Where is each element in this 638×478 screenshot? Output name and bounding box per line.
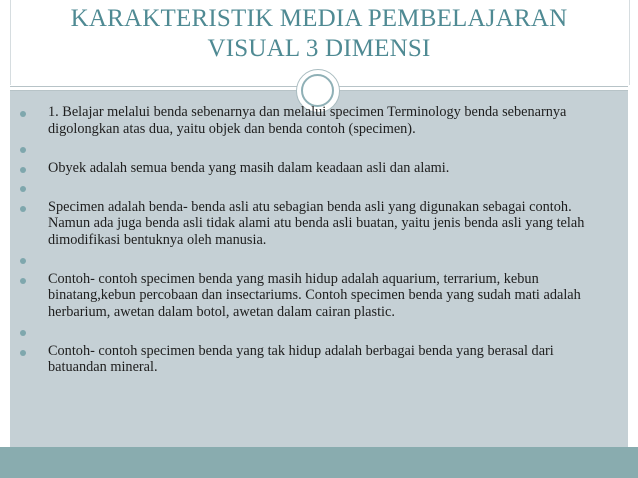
bullet-icon — [20, 167, 26, 173]
title-line-1: KARAKTERISTIK MEDIA PEMBELAJARAN — [70, 5, 568, 32]
bullet-item — [20, 199, 616, 249]
bullet-item — [20, 271, 616, 321]
bullet-text: Contoh- contoh specimen benda yang tak hidup adalah berbagai benda yang berasal dari batuandan mineral. — [48, 342, 554, 375]
bullet-icon — [20, 186, 26, 192]
title-line-2: VISUAL 3 DIMENSI — [207, 35, 431, 62]
bullet-item-empty — [20, 323, 616, 340]
bullet-text: 1. Belajar melalui benda sebenarnya dan melalui specimen Terminology benda sebenarnya digolongkan atas dua, yaitu objek dan benda contoh (specimen). — [48, 104, 567, 137]
bullet-icon — [20, 111, 26, 117]
bullet-item-empty — [20, 179, 616, 196]
bullet-item — [20, 343, 616, 376]
bullet-icon — [20, 206, 26, 212]
bullet-item — [20, 160, 616, 177]
footer-band — [0, 447, 638, 478]
bullet-icon — [20, 278, 26, 284]
bullet-text: Specimen adalah benda- benda asli atu sebagian benda asli yang digunakan sebagai contoh. Namun ada juga benda asli tidak alami atu benda asli buatan, yaitu jenis benda asli yang telah dimodifikasi bentuknya oleh manusia. — [48, 198, 585, 248]
bullet-item-empty — [20, 140, 616, 157]
slide-title — [0, 4, 638, 64]
bullet-icon — [20, 258, 26, 264]
bullet-icon — [20, 330, 26, 336]
bullet-item — [20, 104, 616, 137]
bullet-text: Contoh- contoh specimen benda yang masih hidup adalah aquarium, terrarium, kebun binatang,kebun percobaan dan insectariums. Contoh specimen benda yang sudah mati adalah herbarium, awetan dalam botol, awetan dalam cairan plastic. — [48, 270, 581, 320]
bullet-icon — [20, 147, 26, 153]
bullet-text: Obyek adalah semua benda yang masih dalam keadaan asli dan alami. — [48, 159, 450, 176]
bullet-list — [20, 104, 616, 379]
bullet-item-empty — [20, 251, 616, 268]
bullet-icon — [20, 350, 26, 356]
circle-ornament-inner — [301, 74, 334, 107]
